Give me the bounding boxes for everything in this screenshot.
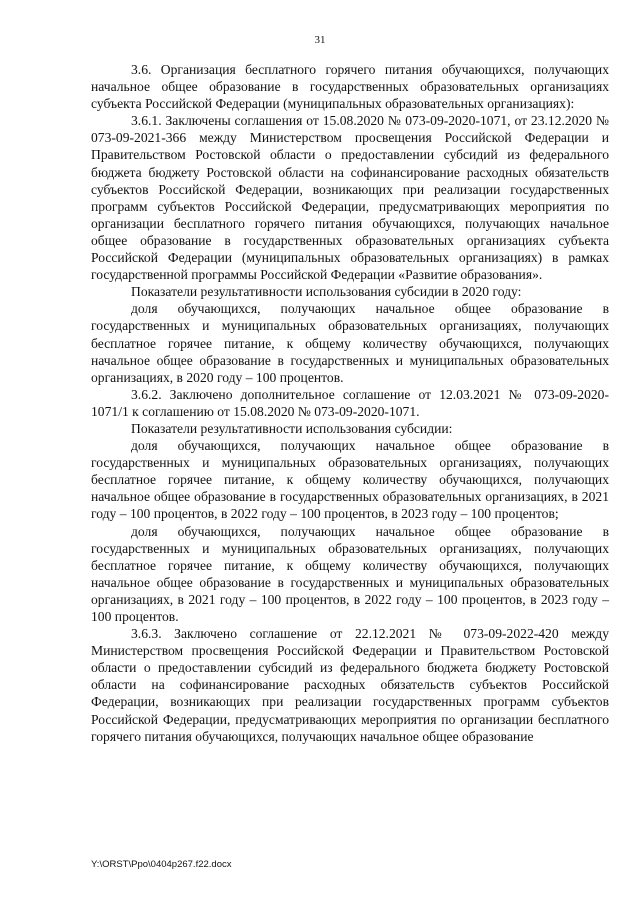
paragraph-3-6-3: 3.6.3. Заключено соглашение от 22.12.2021 № 073-09-2022-420 между Министерством просвещения Российской Федерации и Правительством Ростовской области о предоставлении субсидий из федерального бюджета бюджету Ростовской области на софинансирование расходных обязательств субъектов Российской Федерации, возникающих при реализации государственных программ субъектов Российской Федерации, предусматривающих мероприятия по организации бесплатного горячего питания обучающихся, получающих начальное общее образование <box>91 626 609 744</box>
paragraph-indicators-2020: Показатели результативности использования субсидии в 2020 году: <box>131 284 522 300</box>
paragraph-3-6-1: 3.6.1. Заключены соглашения от 15.08.2020 № 073-09-2020-1071, от 23.12.2020 № 073-09-2021-366 между Министерством просвещения Российской Федерации и Правительством Ростовской области о предоставлении субсидий из федерального бюджета бюджету Ростовской области на софинансирование расходных обязательств субъектов Российской Федерации, возникающих при реализации государственных программ субъектов Российской Федерации, предусматривающих мероприятия по организации бесплатного горячего питания обучающихся, получающих начальное общее образование в государственных образовательных организациях субъекта Российской Федерации (муниципальных образовательных организациях) в рамках государственной программы Российской Федерации «Развитие образования». <box>91 113 609 283</box>
paragraph-share-state: доля обучающихся, получающих начальное общее образование в государственных и муниципальных образовательных организациях, получающих бесплатное горячее питание, к общему количеству обучающихся, получающих начальное общее образование в государственных образовательных организациях, в 2021 году – 100 процентов, в 2022 году – 100 процентов, в 2023 году – 100 процентов; <box>91 438 609 522</box>
page-number: 31 <box>314 34 326 46</box>
paragraph-share-state-municipal: доля обучающихся, получающих начальное общее образование в государственных и муниципальных образовательных организациях, получающих бесплатное горячее питание, к общему количеству обучающихся, получающих начальное общее образование в государственных и муниципальных образовательных организациях, в 2021 году – 100 процентов, в 2022 году – 100 процентов, в 2023 году – 100 процентов. <box>91 523 609 624</box>
paragraph-3-6-2: 3.6.2. Заключено дополнительное соглашение от 12.03.2021 № 073-09-2020-1071/1 к соглашению от 15.08.2020 № 073-09-2020-1071. <box>91 386 609 419</box>
document-body <box>91 61 609 745</box>
footer-file-path: Y:\ORST\Ppo\0404p267.f22.docx <box>91 859 232 870</box>
paragraph-indicators: Показатели результативности использования субсидии: <box>131 420 453 436</box>
paragraph-3-6: 3.6. Организация бесплатного горячего питания обучающихся, получающих начальное общее образование в государственных образовательных организациях субъекта Российской Федерации (муниципальных образовательных организациях): <box>91 62 609 112</box>
paragraph-share-2020: доля обучающихся, получающих начальное общее образование в государственных и муниципальных образовательных организациях, получающих бесплатное горячее питание, к общему количеству обучающихся, получающих начальное общее образование в государственных и муниципальных образовательных организациях, в 2020 году – 100 процентов. <box>91 301 609 385</box>
